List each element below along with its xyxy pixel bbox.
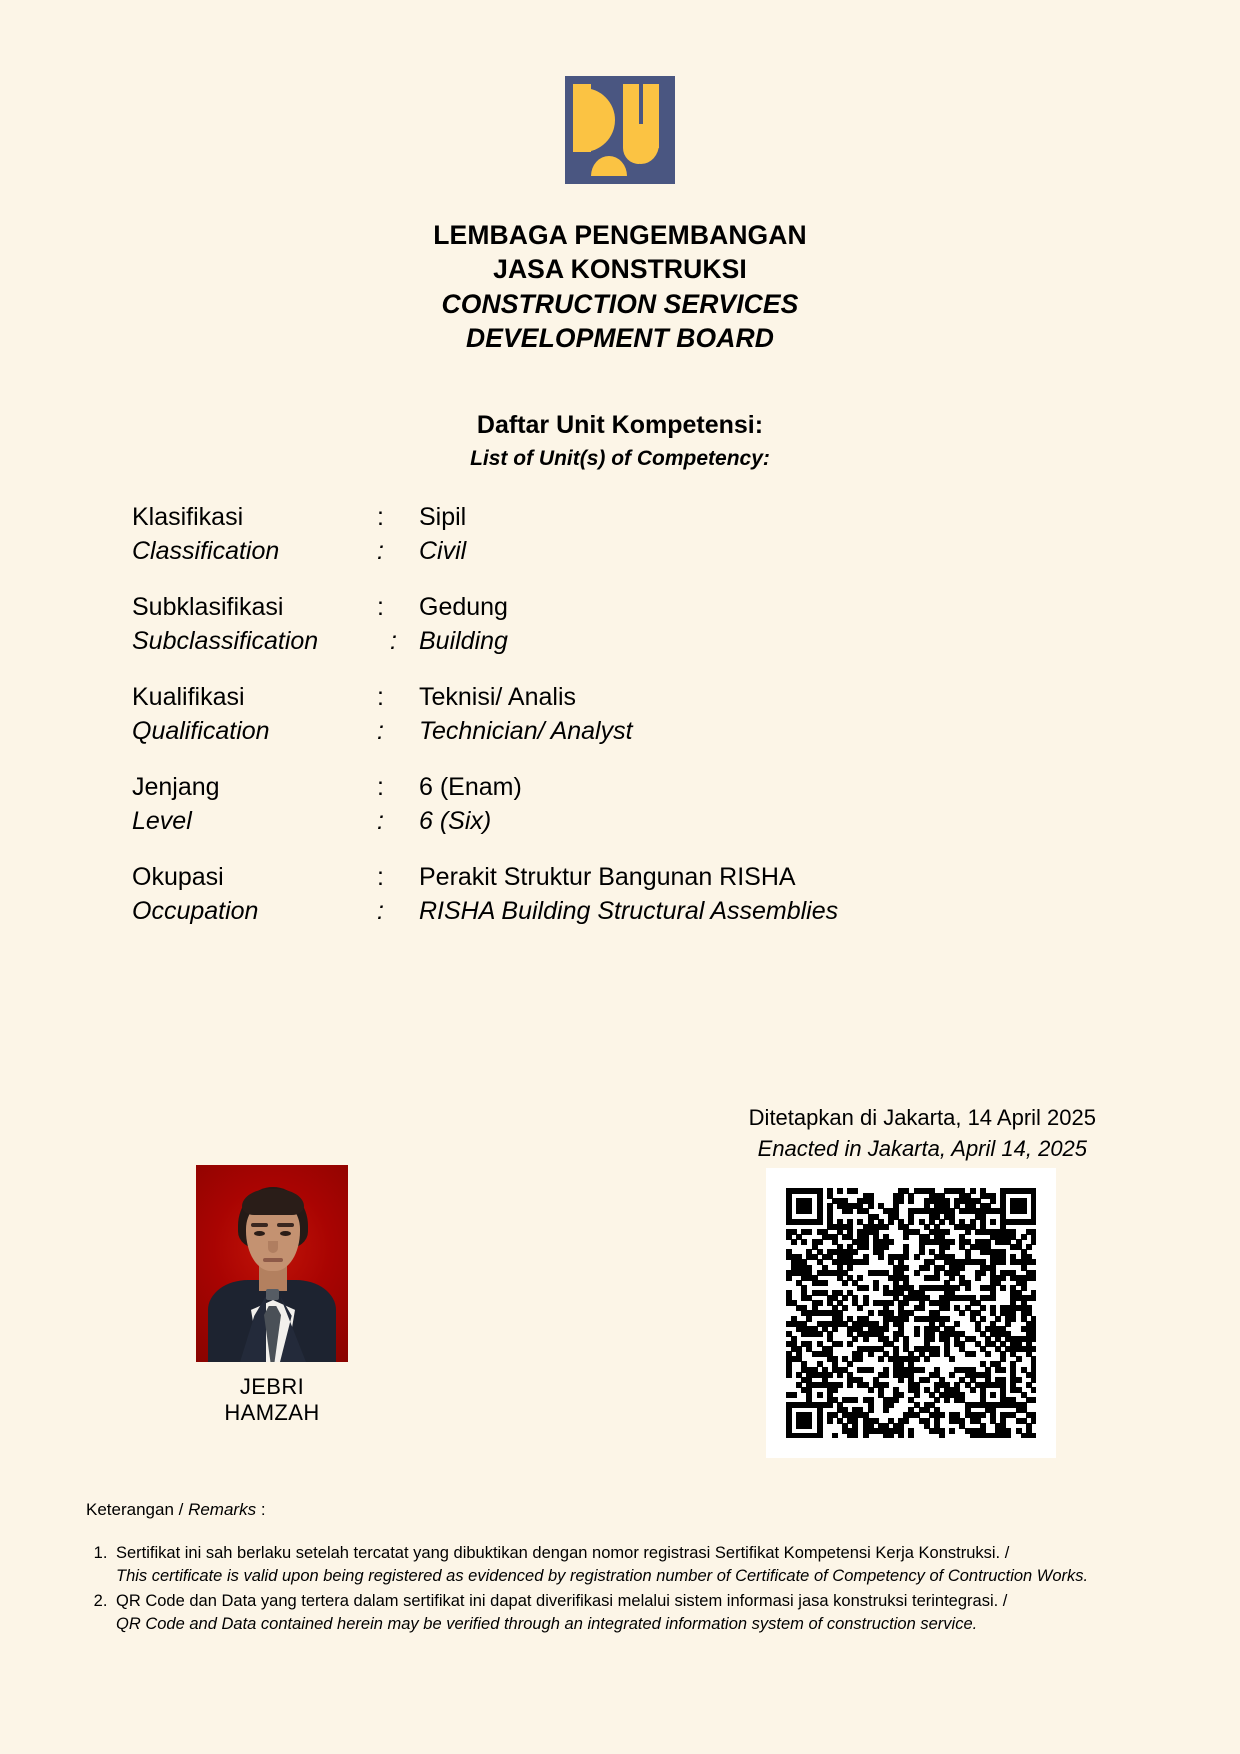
- field-row-occupation-id: [132, 860, 1092, 894]
- enactment-date-english: Enacted in Jakarta, April 14, 2025: [757, 1136, 1088, 1162]
- field-row-subclassification-en: [132, 624, 1092, 658]
- field-row-subclassification-id: [132, 590, 1092, 624]
- enactment-date-indonesian: Ditetapkan di Jakarta, 14 April 2025: [748, 1105, 1096, 1130]
- field-row-classification-en: [132, 534, 1092, 568]
- page-title: [0, 408, 1240, 473]
- field-label-okupasi: Okupasi: [132, 863, 224, 891]
- field-value-occupation: RISHA Building Structural Assemblies: [419, 897, 839, 925]
- field-group-level: [132, 770, 1092, 838]
- org-name-line-3: CONSTRUCTION SERVICES: [441, 288, 799, 319]
- qr-code-canvas: [786, 1188, 1036, 1438]
- remarks-list: [86, 1542, 1166, 1636]
- field-colon: :: [390, 627, 397, 655]
- field-colon: :: [377, 683, 384, 711]
- field-colon: :: [377, 503, 384, 531]
- org-name-line-2: JASA KONSTRUKSI: [493, 254, 747, 285]
- remarks-item: [112, 1542, 1166, 1588]
- field-row-qualification-id: [132, 680, 1092, 714]
- field-label-occupation: Occupation: [132, 897, 259, 925]
- org-name-line-1: LEMBAGA PENGEMBANGAN: [433, 220, 807, 250]
- field-group-classification: [132, 500, 1092, 568]
- holder-name: JEBRI HAMZAH: [224, 1374, 320, 1425]
- field-value-subklasifikasi: Gedung: [419, 593, 508, 621]
- org-name-line-4: DEVELOPMENT BOARD: [466, 323, 774, 354]
- field-label-classification: Classification: [132, 537, 280, 565]
- remarks-heading-indonesian: Keterangan /: [86, 1500, 189, 1519]
- field-label-subclassification: Subclassification: [132, 627, 319, 655]
- remarks-heading-suffix: :: [256, 1500, 266, 1519]
- enactment-date: [749, 1102, 1096, 1164]
- field-label-level: Level: [132, 807, 192, 835]
- qr-code[interactable]: [766, 1168, 1056, 1458]
- organization-header: [0, 218, 1240, 356]
- field-label-qualification: Qualification: [132, 717, 270, 745]
- field-row-occupation-en: [132, 894, 1092, 928]
- field-row-level-id: [132, 770, 1092, 804]
- remarks-item: [112, 1590, 1166, 1636]
- remarks-item-english: QR Code and Data contained herein may be verified through an integrated information system of construction service.: [116, 1615, 978, 1634]
- field-row-classification-id: [132, 500, 1092, 534]
- field-label-klasifikasi: Klasifikasi: [132, 503, 244, 531]
- remarks-item-english: This certificate is valid upon being registered as evidenced by registration number of Certificate of Competency of Contruction Works.: [116, 1567, 1089, 1586]
- remarks-heading: [86, 1500, 1166, 1520]
- field-group-qualification: [132, 680, 1092, 748]
- field-group-subclassification: [132, 590, 1092, 658]
- field-value-jenjang: 6 (Enam): [419, 773, 522, 801]
- logo-container: [0, 76, 1240, 184]
- field-value-classification: Civil: [419, 537, 467, 565]
- field-group-occupation: [132, 860, 1092, 928]
- field-colon: :: [377, 863, 384, 891]
- field-colon: :: [377, 537, 384, 565]
- field-colon: :: [377, 773, 384, 801]
- remarks-heading-english: Remarks: [188, 1500, 257, 1519]
- field-label-subklasifikasi: Subklasifikasi: [132, 593, 284, 621]
- field-value-kualifikasi: Teknisi/ Analis: [419, 683, 577, 711]
- field-value-qualification: Technician/ Analyst: [419, 717, 633, 745]
- holder-portrait-photo: [196, 1165, 348, 1362]
- field-colon: :: [377, 807, 384, 835]
- field-row-qualification-en: [132, 714, 1092, 748]
- field-row-level-en: [132, 804, 1092, 838]
- remarks-item-indonesian: 2. QR Code dan Data yang tertera dalam sertifikat ini dapat diverifikasi melalui sistem informasi jasa konstruksi terintegrasi. /: [116, 1592, 1008, 1611]
- page-title-indonesian: Daftar Unit Kompetensi:: [476, 411, 764, 439]
- remarks-item-indonesian: 1. Sertifikat ini sah berlaku setelah tercatat yang dibuktikan dengan nomor registrasi Sertifikat Kompetensi Kerja Konstruksi. /: [116, 1544, 1010, 1562]
- pu-ministry-logo-icon: [565, 76, 675, 184]
- field-value-level: 6 (Six): [419, 807, 492, 835]
- field-value-okupasi: Perakit Struktur Bangunan RISHA: [419, 863, 796, 891]
- field-colon: :: [377, 717, 384, 745]
- page-title-english: List of Unit(s) of Competency:: [470, 446, 770, 470]
- field-label-kualifikasi: Kualifikasi: [132, 683, 245, 711]
- field-label-jenjang: Jenjang: [132, 773, 220, 801]
- field-value-klasifikasi: Sipil: [419, 503, 467, 531]
- competency-details-list: [132, 500, 1092, 950]
- field-value-subclassification: Building: [419, 627, 508, 655]
- holder-photo-block: [196, 1165, 348, 1426]
- remarks-section: [86, 1500, 1166, 1638]
- field-colon: :: [377, 897, 384, 925]
- field-colon: :: [377, 593, 384, 621]
